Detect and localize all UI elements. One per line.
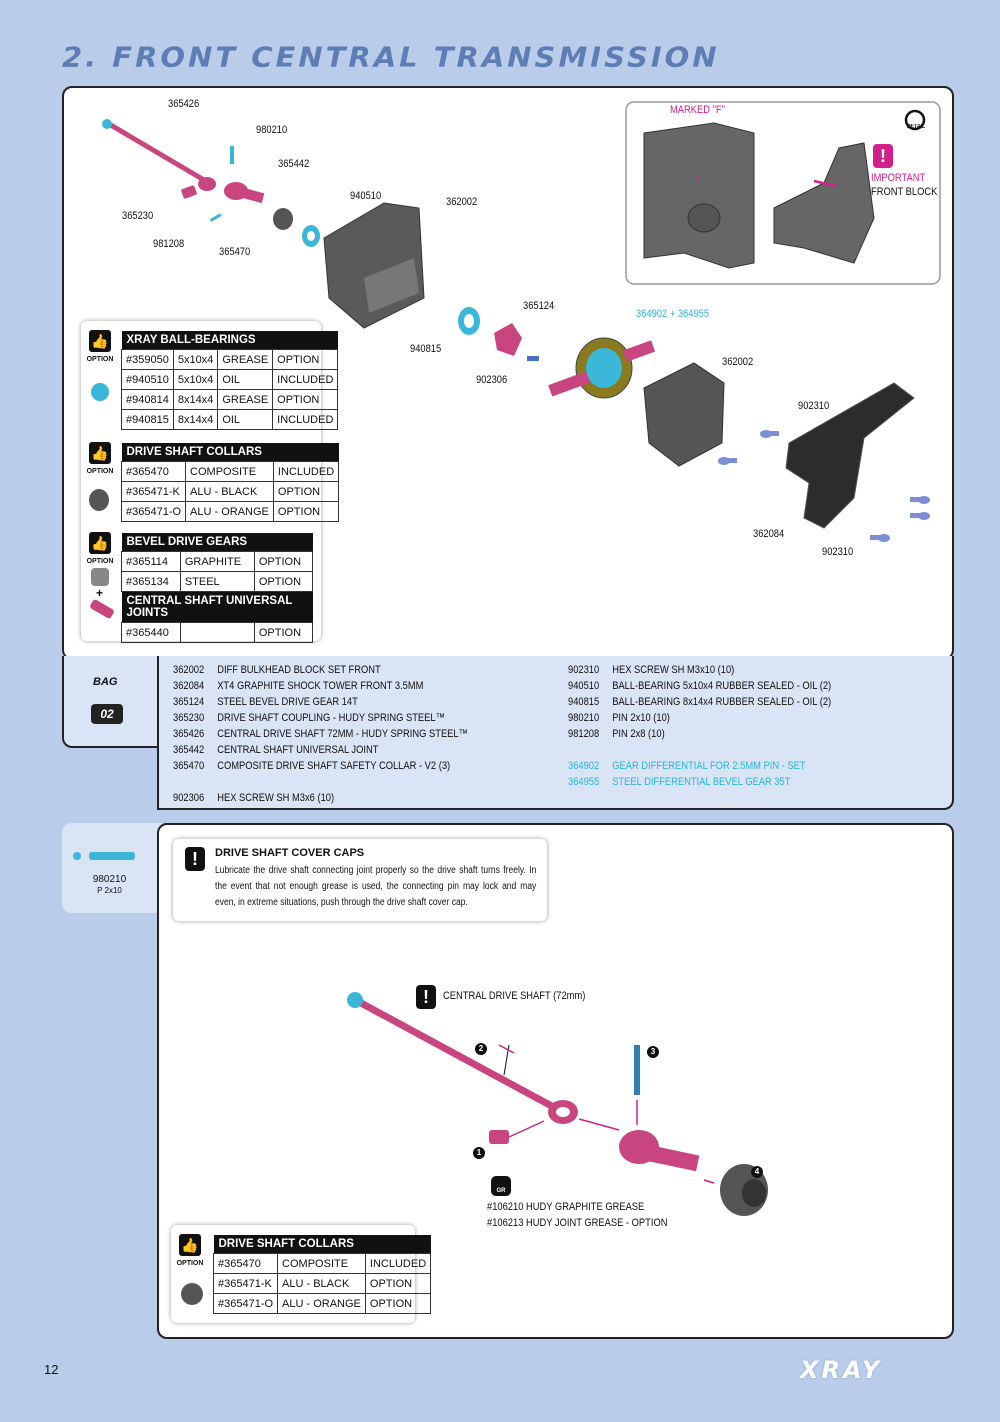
- part-code: 362002: [173, 664, 205, 676]
- grease-icon: GR: [491, 1176, 511, 1196]
- pin-tab: [62, 823, 162, 913]
- step-1-icon: 1: [473, 1147, 485, 1159]
- bag-tab: [62, 656, 166, 748]
- table-row: #940510 5x10x4 OIL INCLUDED: [122, 370, 338, 390]
- part-description: COMPOSITE DRIVE SHAFT SAFETY COLLAR - V2 (3): [217, 760, 451, 772]
- part-description: PIN 2x8 (10): [612, 728, 665, 740]
- table-row: #365471-O ALU - ORANGE OPTION: [214, 1294, 431, 1314]
- detail-label: DETAIL: [907, 124, 926, 130]
- xray-logo: XRAY: [800, 1356, 883, 1384]
- part-code: 365230: [173, 712, 205, 724]
- table-row: #365134 STEEL OPTION: [122, 572, 313, 592]
- step-3-icon: 3: [647, 1046, 659, 1058]
- detail-f-mark: F: [696, 174, 701, 184]
- bag-number: 02: [91, 704, 123, 724]
- part-code: 365426: [173, 728, 205, 740]
- table-row: #365470 COMPOSITE INCLUDED: [122, 462, 339, 482]
- detail-important: IMPORTANT: [871, 172, 926, 184]
- detail-front-block: FRONT BLOCK: [871, 186, 938, 198]
- parts-row: [173, 712, 445, 724]
- bag-label: BAG: [93, 676, 118, 688]
- step-4-icon: 4: [751, 1166, 763, 1178]
- part-code: 362084: [173, 680, 205, 692]
- parts-row: [173, 744, 378, 756]
- warning-icon: !: [416, 985, 436, 1009]
- part-code: 940510: [568, 680, 600, 692]
- parts-row: [173, 792, 334, 804]
- parts-row: [568, 728, 665, 740]
- table-row: #359050 5x10x4 GREASE OPTION: [122, 350, 338, 370]
- parts-row: [173, 760, 450, 772]
- callout-940510: 940510: [350, 190, 382, 202]
- thumbs-up-icon: 👍: [89, 330, 111, 352]
- collar-icon: [181, 1283, 203, 1305]
- part-description: HEX SCREW SH M3x6 (10): [217, 792, 335, 804]
- bearing-icon: [91, 383, 109, 401]
- parts-row: [173, 696, 358, 708]
- part-description: CENTRAL SHAFT UNIVERSAL JOINT: [217, 744, 379, 756]
- joints-title: CENTRAL SHAFT UNIVERSAL JOINTS: [122, 592, 313, 623]
- parts-row: [568, 776, 790, 788]
- collars-option-box: [171, 1225, 427, 1323]
- bearings-title: XRAY BALL-BEARINGS: [122, 331, 338, 350]
- note-body: Lubricate the drive shaft connecting joint properly so the drive shaft turns freely. In the event that not enough grease is used, the connecting pin may lock and may even, in extreme situations, push through the drive shaft cover cap.: [215, 865, 537, 908]
- table-row: #365440 OPTION: [122, 623, 313, 643]
- table-row: #365114 GRAPHITE OPTION: [122, 552, 313, 572]
- collar-icon: [89, 489, 109, 511]
- callout-940815: 940815: [410, 343, 442, 355]
- option-label: OPTION: [176, 1260, 204, 1267]
- callout-902310-bottom: 902310: [822, 546, 854, 558]
- callout-365230: 365230: [122, 210, 154, 222]
- callout-981208: 981208: [153, 238, 185, 250]
- important-warning-icon: !: [873, 144, 893, 168]
- detail-marked-f: MARKED "F": [670, 104, 725, 116]
- parts-row: [568, 712, 670, 724]
- step-2-icon: 2: [475, 1043, 487, 1055]
- callout-980210: 980210: [256, 124, 288, 136]
- part-code: 981208: [568, 728, 600, 740]
- part-description: XT4 GRAPHITE SHOCK TOWER FRONT 3.5MM: [217, 680, 424, 692]
- collars-title: DRIVE SHAFT COLLARS: [122, 443, 339, 462]
- parts-row: [568, 696, 831, 708]
- table-row: #365470 COMPOSITE INCLUDED: [214, 1254, 431, 1274]
- part-description: BALL-BEARING 8x14x4 RUBBER SEALED - OIL (2): [612, 696, 832, 708]
- parts-row: [568, 680, 831, 692]
- part-description: DIFF BULKHEAD BLOCK SET FRONT: [217, 664, 381, 676]
- option-label: OPTION: [86, 558, 114, 565]
- options-box: [81, 321, 335, 641]
- callout-364902-364955: 364902 + 364955: [636, 308, 710, 320]
- table-row: #365471-K ALU - BLACK OPTION: [122, 482, 339, 502]
- thumbs-up-icon: 👍: [179, 1234, 201, 1256]
- exploded-diagram-panel: [62, 86, 954, 660]
- part-description: PIN 2x10 (10): [612, 712, 670, 724]
- part-description: HEX SCREW SH M3x10 (10): [612, 664, 735, 676]
- parts-row: [568, 760, 806, 772]
- part-code: 365470: [173, 760, 205, 772]
- part-code: 364955: [568, 776, 600, 788]
- shaft-label: CENTRAL DRIVE SHAFT (72mm): [443, 990, 586, 1002]
- collars-table: [121, 443, 339, 522]
- callout-365426: 365426: [168, 98, 200, 110]
- part-code: 980210: [568, 712, 600, 724]
- table-row: #365471-K ALU - BLACK OPTION: [214, 1274, 431, 1294]
- grease-label-2: #106213 HUDY JOINT GREASE - OPTION: [487, 1217, 668, 1229]
- parts-row: [173, 664, 381, 676]
- callout-362084: 362084: [753, 528, 785, 540]
- callout-365442: 365442: [278, 158, 310, 170]
- collars-table-step2: [213, 1235, 431, 1314]
- universal-joint-icon: [89, 599, 115, 620]
- table-row: #940814 8x14x4 GREASE OPTION: [122, 390, 338, 410]
- part-description: STEEL DIFFERENTIAL BEVEL GEAR 35T: [612, 776, 791, 788]
- page-number: 12: [44, 1362, 59, 1377]
- bevel-gear-icon: [91, 568, 109, 586]
- drive-shaft-part: [102, 119, 216, 191]
- callout-362002-bulkhead: 362002: [446, 196, 478, 208]
- part-code: 902306: [173, 792, 205, 804]
- table-row: #365471-O ALU - ORANGE OPTION: [122, 502, 339, 522]
- part-code: 364902: [568, 760, 600, 772]
- bevel-title: BEVEL DRIVE GEARS: [122, 533, 313, 552]
- part-description: GEAR DIFFERENTIAL FOR 2.5MM PIN - SET: [612, 760, 806, 772]
- warning-icon: !: [185, 847, 205, 871]
- part-code: 365124: [173, 696, 205, 708]
- page-title: 2. FRONT CENTRAL TRANSMISSION: [62, 40, 720, 74]
- thumbs-up-icon: 👍: [89, 442, 111, 464]
- bevel-table: [121, 533, 313, 643]
- part-description: BALL-BEARING 5x10x4 RUBBER SEALED - OIL (2): [612, 680, 832, 692]
- callout-362002-cover: 362002: [722, 356, 754, 368]
- pin-size: P 2x10: [97, 886, 122, 895]
- part-description: DRIVE SHAFT COUPLING - HUDY SPRING STEEL™: [217, 712, 445, 724]
- callout-902310-top: 902310: [798, 400, 830, 412]
- callout-365470: 365470: [219, 246, 251, 258]
- collars-title: DRIVE SHAFT COLLARS: [214, 1235, 431, 1254]
- part-code: 902310: [568, 664, 600, 676]
- table-row: #940815 8x14x4 OIL INCLUDED: [122, 410, 338, 430]
- note-title: DRIVE SHAFT COVER CAPS: [215, 847, 365, 859]
- plus-label: +: [96, 586, 104, 600]
- thumbs-up-icon: 👍: [89, 532, 111, 554]
- pin-code: 980210: [92, 874, 127, 885]
- option-label: OPTION: [86, 356, 114, 363]
- parts-row: [568, 664, 734, 676]
- callout-365124: 365124: [523, 300, 555, 312]
- part-description: STEEL BEVEL DRIVE GEAR 14T: [217, 696, 358, 708]
- option-label: OPTION: [86, 468, 114, 475]
- callout-902306: 902306: [476, 374, 508, 386]
- pin-dot-icon: [73, 852, 81, 860]
- part-code: 940815: [568, 696, 600, 708]
- grease-label-1: #106210 HUDY GRAPHITE GREASE: [487, 1201, 645, 1213]
- bearings-table: [121, 331, 338, 430]
- parts-row: [173, 680, 423, 692]
- parts-row: [173, 728, 468, 740]
- pin-icon: [89, 852, 135, 860]
- part-description: CENTRAL DRIVE SHAFT 72MM - HUDY SPRING STEEL™: [217, 728, 468, 740]
- step2-panel: [157, 823, 954, 1339]
- part-code: 365442: [173, 744, 205, 756]
